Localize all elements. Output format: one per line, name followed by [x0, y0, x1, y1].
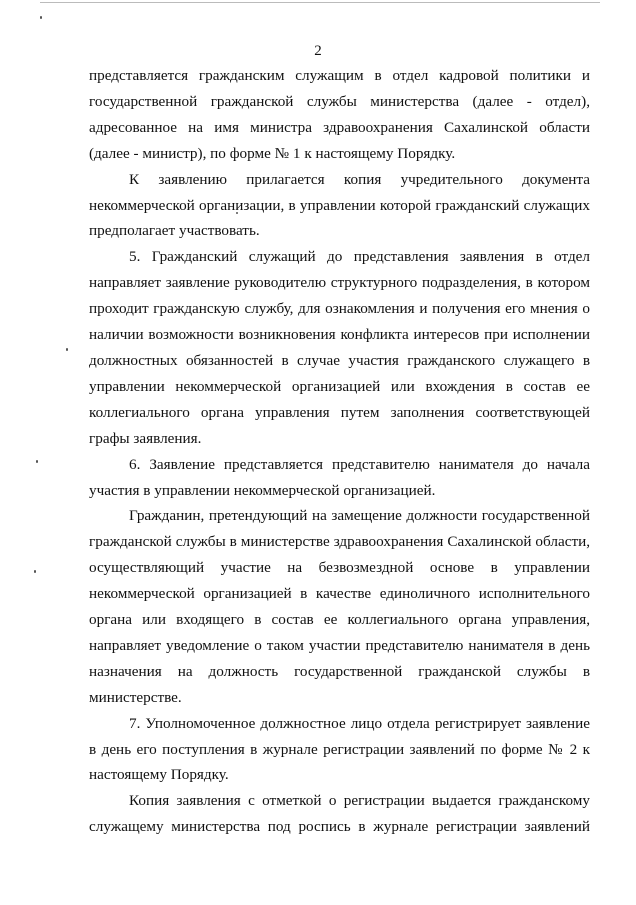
document-body	[89, 63, 590, 840]
scan-artifact	[66, 348, 68, 351]
scan-artifact	[40, 16, 42, 19]
paragraph-citizen: Гражданин, претендующий на замещение должности государственной гражданской службы в министерстве здравоохранения Сахалинской области, осуществляющий участие на безвозмездной основе в управлении некоммерческой организацией в качестве единоличного исполнительного органа или входящего в состав ее коллегиального органа управления, направляет уведомление о таком участии представителю нанимателя в день назначения на должность государственной гражданской службы в министерстве.	[89, 507, 590, 706]
scan-edge-line	[40, 2, 600, 3]
paragraph-continuation: представляется гражданским служащим в отдел кадровой политики и государственной гражданской службы министерства (далее - отдел), адресованное на имя министра здравоохранения Сахалинской области (далее - министр), по форме № 1 к настоящему Порядку.	[89, 67, 590, 162]
scan-artifact	[34, 570, 36, 573]
page-number: 2	[314, 43, 322, 59]
paragraph-item-5: 5. Гражданский служащий до представления заявления в отдел направляет заявление руководителю структурного подразделения, в котором проходит гражданскую службу, для ознакомления и получения его мнения о наличии возможности возникновения конфликта интересов при исполнении должностных обязанностей в случае участия гражданского служащего в управлении некоммерческой организацией или вхождения в состав ее коллегиального органа управления путем заполнения соответствующей графы заявления.	[89, 248, 590, 447]
paragraph-item-6: 6. Заявление представляется представителю нанимателя до начала участия в управлении некоммерческой организацией.	[89, 455, 590, 499]
paragraph-item-7: 7. Уполномоченное должностное лицо отдела регистрирует заявление в день его поступления в журнале регистрации заявлений по форме № 2 к настоящему Порядку.	[89, 714, 590, 784]
paragraph-attachment: К заявлению прилагается копия учредительного документа некоммерческой организации, в управлении которой гражданский служащих предполагает участвовать.	[89, 170, 590, 240]
paragraph-copy: Копия заявления с отметкой о регистрации выдается гражданскому служащему министерства под роспись в журнале регистрации заявлений	[89, 792, 590, 836]
scan-artifact	[36, 460, 38, 463]
